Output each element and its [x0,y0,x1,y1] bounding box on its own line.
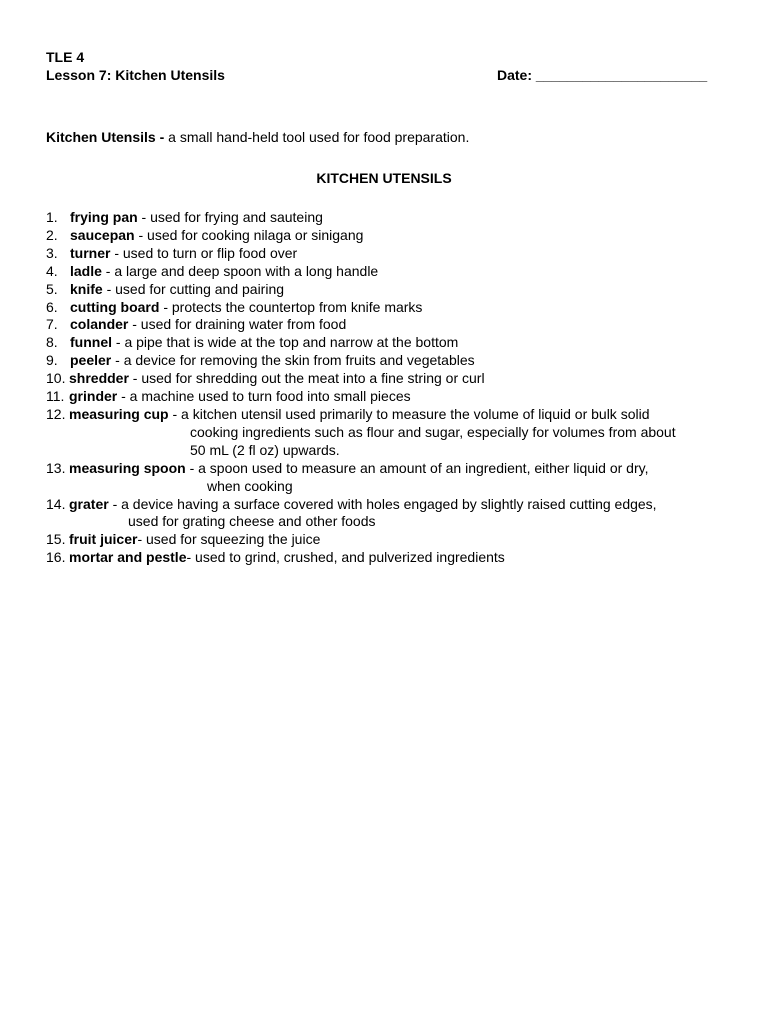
item-number: 4. [46,262,58,279]
item-number: 9. [46,352,58,369]
item-number: 16. [46,549,66,566]
item-description: - a pipe that is wide at the top and narrow at the bottom [112,334,459,351]
item-term: mortar and pestle [69,549,187,566]
list-item [46,549,726,567]
lesson-title: Lesson 7: Kitchen Utensils [46,67,225,83]
item-description: - used to grind, crushed, and pulverized ingredients [186,549,505,566]
item-number: 12. [46,405,66,422]
item-term: ladle [70,262,102,279]
item-description: - used for shredding out the meat into a fine string or curl [128,370,485,387]
item-description: - protects the countertop from knife marks [159,298,423,315]
item-term: frying pan [70,209,138,225]
item-term: shredder [69,370,129,387]
item-continuation: cooking ingredients such as flour and sugar, especially for volumes from about [190,423,676,440]
item-term: colander [70,316,129,333]
list-item [46,388,726,406]
list-item [46,316,726,334]
item-term: peeler [70,352,112,369]
item-term: turner [70,244,111,261]
item-number: 3. [46,244,58,261]
item-description: - used for draining water from food [128,316,347,333]
list-item [46,227,726,245]
definition [46,128,469,146]
item-number: 8. [46,334,58,351]
item-continuation: when cooking [207,477,293,494]
item-term: saucepan [70,226,135,243]
list-item [46,263,726,281]
item-term: fruit juicer [69,531,138,548]
item-term: measuring spoon [69,459,186,476]
item-continuation: 50 mL (2 fl oz) upwards. [190,441,340,458]
definition-text: a small hand-held tool used for food preparation. [168,129,470,145]
item-description: - used for squeezing the juice [137,531,321,548]
definition-term: Kitchen Utensils - [46,129,169,145]
item-description: - used for frying and sauteing [137,209,323,225]
item-number: 14. [46,495,66,512]
item-description: - a kitchen utensil used primarily to measure the volume of liquid or bulk solid [168,405,650,422]
item-description: - a large and deep spoon with a long handle [101,262,379,279]
item-number: 2. [46,226,58,243]
list-item [46,531,726,549]
item-term: cutting board [70,298,160,315]
item-continuation: used for grating cheese and other foods [128,513,376,530]
item-number: 7. [46,316,58,333]
item-description: - used for cutting and pairing [102,280,285,297]
item-description: - a device having a surface covered with holes engaged by slightly raised cutting edges, [108,495,657,512]
item-description: - a device for removing the skin from fruits and vegetables [111,352,475,369]
list-item [46,209,726,227]
item-description: - used to turn or flip food over [110,244,298,261]
item-description: - a machine used to turn food into small pieces [117,388,411,405]
list-item [46,334,726,352]
item-description: - used for cooking nilaga or sinigang [134,226,364,243]
item-number: 6. [46,298,58,315]
item-number: 10. [46,370,66,387]
item-number: 1. [46,209,58,225]
list-item [46,245,726,263]
item-term: grinder [69,388,118,405]
item-number: 15. [46,531,66,548]
date-field: Date: ______________________ [497,67,708,83]
item-term: funnel [70,334,112,351]
list-item [46,281,726,299]
course-title: TLE 4 [46,49,85,65]
list-item [46,352,726,370]
item-description: - a spoon used to measure an amount of an ingredient, either liquid or dry, [185,459,649,476]
item-number: 11. [46,388,65,405]
section-title: KITCHEN UTENSILS [316,170,452,186]
list-item [46,299,726,317]
item-term: measuring cup [69,405,169,422]
list-item [46,370,726,388]
list-item [46,496,726,514]
item-number: 5. [46,280,58,297]
list-item [46,406,726,424]
utensil-list [46,209,726,567]
item-term: grater [69,495,109,512]
list-item [46,460,726,478]
item-term: knife [70,280,103,297]
item-number: 13. [46,459,66,476]
